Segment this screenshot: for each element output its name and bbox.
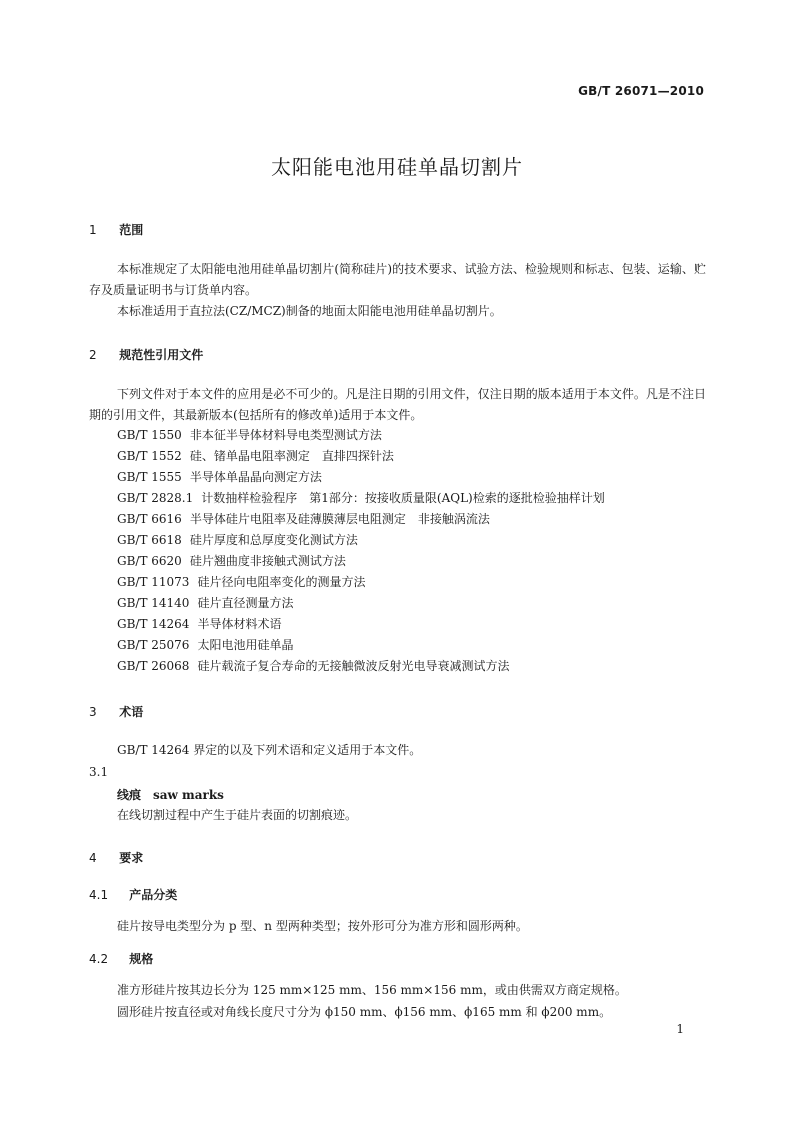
reference-code: GB/T 11073 [117, 575, 190, 589]
document-title: 太阳能电池用硅单晶切割片 [271, 155, 523, 179]
reference-code: GB/T 6620 [117, 554, 182, 568]
subsection-title: 产品分类 [129, 888, 178, 902]
reference-code: GB/T 26068 [117, 659, 190, 673]
term-definition: 在线切割过程中产生于硅片表面的切割痕迹。 [117, 808, 358, 822]
specification-text-square: 准方形硅片按其边长分为 125 mm×125 mm、156 mm×156 mm，或由供需双方商定规格。 [117, 983, 627, 997]
refs-intro-paragraph: 下列文件对于本文件的应用是必不可少的。凡是注日期的引用文件，仅注日期的版本适用于本文件。凡是不注日期的引用文件，其最新版本(包括所有的修改单)适用于本文件。 [89, 387, 706, 422]
section-heading-terms [89, 703, 143, 720]
term-english: saw marks [153, 788, 224, 802]
reference-title: 硅片翘曲度非接触式测试方法 [189, 554, 346, 568]
subsection-title: 规格 [129, 952, 154, 966]
reference-title: 硅、锗单晶电阻率测定 直排四探针法 [189, 449, 394, 463]
reference-item [117, 593, 605, 614]
section-title: 术语 [119, 705, 144, 719]
section-title: 规范性引用文件 [119, 348, 204, 362]
subsection-number: 4.2 [89, 952, 109, 966]
reference-item [117, 467, 605, 488]
reference-title: 太阳电池用硅单晶 [197, 638, 294, 652]
section-number: 2 [89, 348, 97, 362]
reference-code: GB/T 6618 [117, 533, 182, 547]
scope-paragraph-2: 本标准适用于直拉法(CZ/MCZ)制备的地面太阳能电池用硅单晶切割片。 [117, 304, 502, 318]
reference-code: GB/T 25076 [117, 638, 190, 652]
reference-code: GB/T 14264 [117, 617, 190, 631]
reference-title: 硅片厚度和总厚度变化测试方法 [189, 533, 358, 547]
reference-item [117, 425, 605, 446]
specification-text-round: 圆形硅片按直径或对角线长度尺寸分为 ϕ150 mm、ϕ156 mm、ϕ165 mm 和 ϕ200 mm。 [117, 1005, 612, 1019]
reference-title: 硅片载流子复合寿命的无接触微波反射光电导衰减测试方法 [197, 659, 510, 673]
reference-item [117, 509, 605, 530]
reference-title: 半导体材料术语 [197, 617, 282, 631]
reference-title: 半导体硅片电阻率及硅薄膜薄层电阻测定 非接触涡流法 [189, 512, 490, 526]
reference-item [117, 530, 605, 551]
reference-item [117, 488, 605, 509]
standard-code: GB/T 26071—2010 [578, 84, 704, 98]
subsection-number: 4.1 [89, 888, 109, 902]
reference-title: 硅片径向电阻率变化的测量方法 [197, 575, 366, 589]
reference-item [117, 656, 605, 677]
term-chinese: 线痕 [117, 788, 142, 802]
reference-title: 计数抽样检验程序 第1部分：按接收质量限(AQL)检索的逐批检验抽样计划 [201, 491, 605, 505]
section-title: 范围 [119, 223, 144, 237]
section-title: 要求 [119, 851, 144, 865]
reference-code: GB/T 14140 [117, 596, 190, 610]
reference-list [117, 425, 605, 677]
terms-intro: GB/T 14264 界定的以及下列术语和定义适用于本文件。 [117, 743, 422, 757]
reference-code: GB/T 1552 [117, 449, 182, 463]
reference-item [117, 446, 605, 467]
term-heading [117, 786, 224, 803]
subsection-heading-specification [89, 950, 153, 967]
reference-code: GB/T 6616 [117, 512, 182, 526]
section-number: 4 [89, 851, 97, 865]
term-number: 3.1 [89, 765, 109, 779]
reference-item [117, 551, 605, 572]
reference-title: 半导体单晶晶向测定方法 [189, 470, 322, 484]
reference-code: GB/T 1555 [117, 470, 182, 484]
section-heading-scope [89, 221, 143, 238]
scope-paragraph-1: 本标准规定了太阳能电池用硅单晶切割片(简称硅片)的技术要求、试验方法、检验规则和标志、包装、运输、贮存及质量证明书与订货单内容。 [89, 262, 706, 297]
reference-code: GB/T 2828.1 [117, 491, 194, 505]
reference-title: 硅片直径测量方法 [197, 596, 294, 610]
section-number: 3 [89, 705, 97, 719]
classification-text: 硅片按导电类型分为 p 型、n 型两种类型；按外形可分为准方形和圆形两种。 [117, 919, 528, 933]
subsection-heading-classification [89, 886, 177, 903]
page-number: 1 [676, 1022, 684, 1036]
section-number: 1 [89, 223, 97, 237]
reference-title: 非本征半导体材料导电类型测试方法 [189, 428, 382, 442]
reference-code: GB/T 1550 [117, 428, 182, 442]
reference-item [117, 614, 605, 635]
section-heading-refs [89, 346, 203, 363]
section-heading-requirements [89, 849, 143, 866]
reference-item [117, 572, 605, 593]
reference-item [117, 635, 605, 656]
